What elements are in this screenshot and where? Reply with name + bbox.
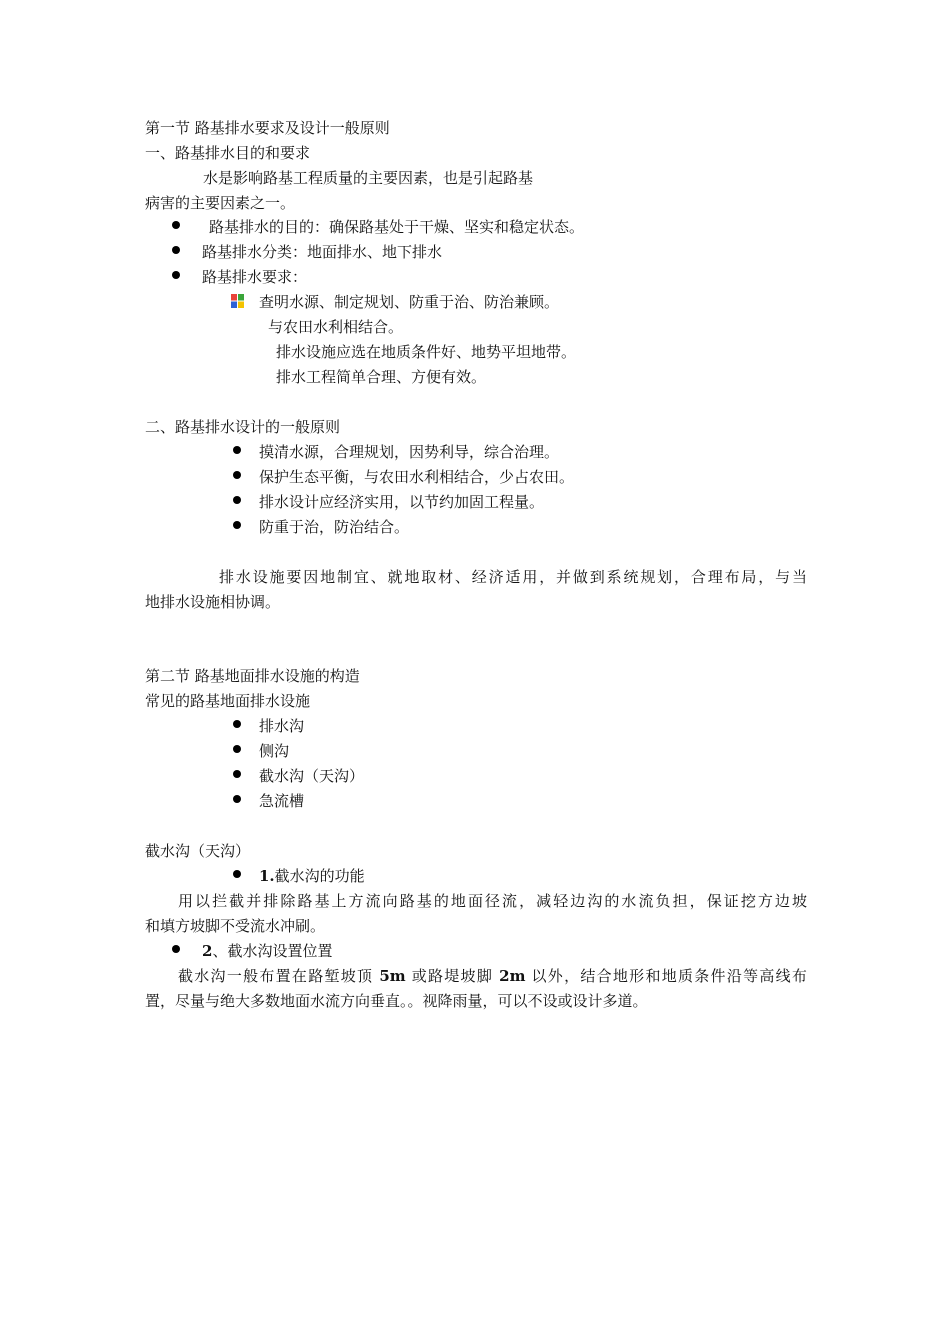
distance-2m: 2m	[499, 967, 526, 985]
function-label: 截水沟的功能	[274, 867, 365, 885]
section2-title: 第二节 路基地面排水设施的构造	[145, 667, 360, 685]
summary-line-2: 地排水设施相协调。	[145, 593, 281, 611]
facility-item: 急流槽	[259, 792, 305, 810]
position-heading	[202, 941, 332, 961]
bullet-icon	[233, 521, 241, 529]
principle-item: 摸清水源，合理规划，因势利导，综合治理。	[259, 443, 560, 461]
principle-item: 防重于治，防治结合。	[259, 518, 410, 536]
bullet-icon	[172, 271, 180, 279]
principle-item: 保护生态平衡，与农田水利相结合，少占农田。	[259, 468, 575, 486]
position-text-line-1	[178, 966, 807, 986]
summary-line-1: 排水设施要因地制宜、就地取材、经济适用，并做到系统规划，合理布局，与当	[219, 568, 807, 586]
classification-item: 路基排水分类：地面排水、地下排水	[202, 243, 443, 261]
part1-heading: 一、路基排水目的和要求	[145, 144, 311, 162]
bullet-icon	[233, 446, 241, 454]
function-text-line-1: 用以拦截并排除路基上方流向路基的地面径流，减轻边沟的水流负担，保证挖方边坡	[178, 892, 807, 910]
facilities-subheading: 常见的路基地面排水设施	[145, 692, 311, 710]
requirement-line: 排水设施应选在地质条件好、地势平坦地带。	[276, 343, 577, 361]
principle-item: 排水设计应经济实用，以节约加固工程量。	[259, 493, 545, 511]
position-label: 、截水沟设置位置	[212, 942, 333, 960]
bullet-icon	[233, 795, 241, 803]
bullet-icon	[233, 720, 241, 728]
requirement-line: 与农田水利相结合。	[268, 318, 404, 336]
position-number: 2	[202, 942, 213, 960]
function-number: 1.	[259, 867, 275, 885]
section1-title: 第一节 路基排水要求及设计一般原则	[145, 119, 390, 137]
part2-heading: 二、路基排水设计的一般原则	[145, 418, 341, 436]
position-text-e: 以外，结合地形和地质条件沿等高线布	[531, 967, 807, 985]
bullet-icon	[233, 770, 241, 778]
intercept-heading: 截水沟（天沟）	[145, 842, 251, 860]
position-text-line-2: 置，尽量与绝大多数地面水流方向垂直。。视降雨量，可以不设或设计多道。	[145, 992, 648, 1010]
intro-line-2: 病害的主要因素之一。	[145, 194, 296, 212]
bullet-icon	[233, 471, 241, 479]
bullet-icon	[172, 246, 180, 254]
intro-line-1: 水是影响路基工程质量的主要因素，也是引起路基	[203, 169, 534, 187]
facility-item: 侧沟	[259, 742, 290, 760]
windows-logo-icon	[231, 294, 244, 308]
requirement-line: 排水工程简单合理、方便有效。	[276, 368, 487, 386]
position-text-c: 或路堤坡脚	[411, 967, 494, 985]
requirement-line: 查明水源、制定规划、防重于治、防治兼顾。	[259, 293, 560, 311]
function-text-line-2: 和填方坡脚不受流水冲刷。	[145, 917, 326, 935]
bullet-icon	[233, 870, 241, 878]
bullet-icon	[233, 496, 241, 504]
bullet-icon	[172, 221, 180, 229]
purpose-item: 路基排水的目的：确保路基处于干燥、坚实和稳定状态。	[209, 218, 585, 236]
bullet-icon	[233, 745, 241, 753]
requirements-item: 路基排水要求：	[202, 268, 308, 286]
position-text-a: 截水沟一般布置在路堑坡顶	[178, 967, 374, 985]
facility-item: 排水沟	[259, 717, 305, 735]
function-heading	[259, 866, 365, 886]
bullet-icon	[172, 945, 180, 953]
facility-item: 截水沟（天沟）	[259, 767, 365, 785]
distance-5m: 5m	[379, 967, 406, 985]
